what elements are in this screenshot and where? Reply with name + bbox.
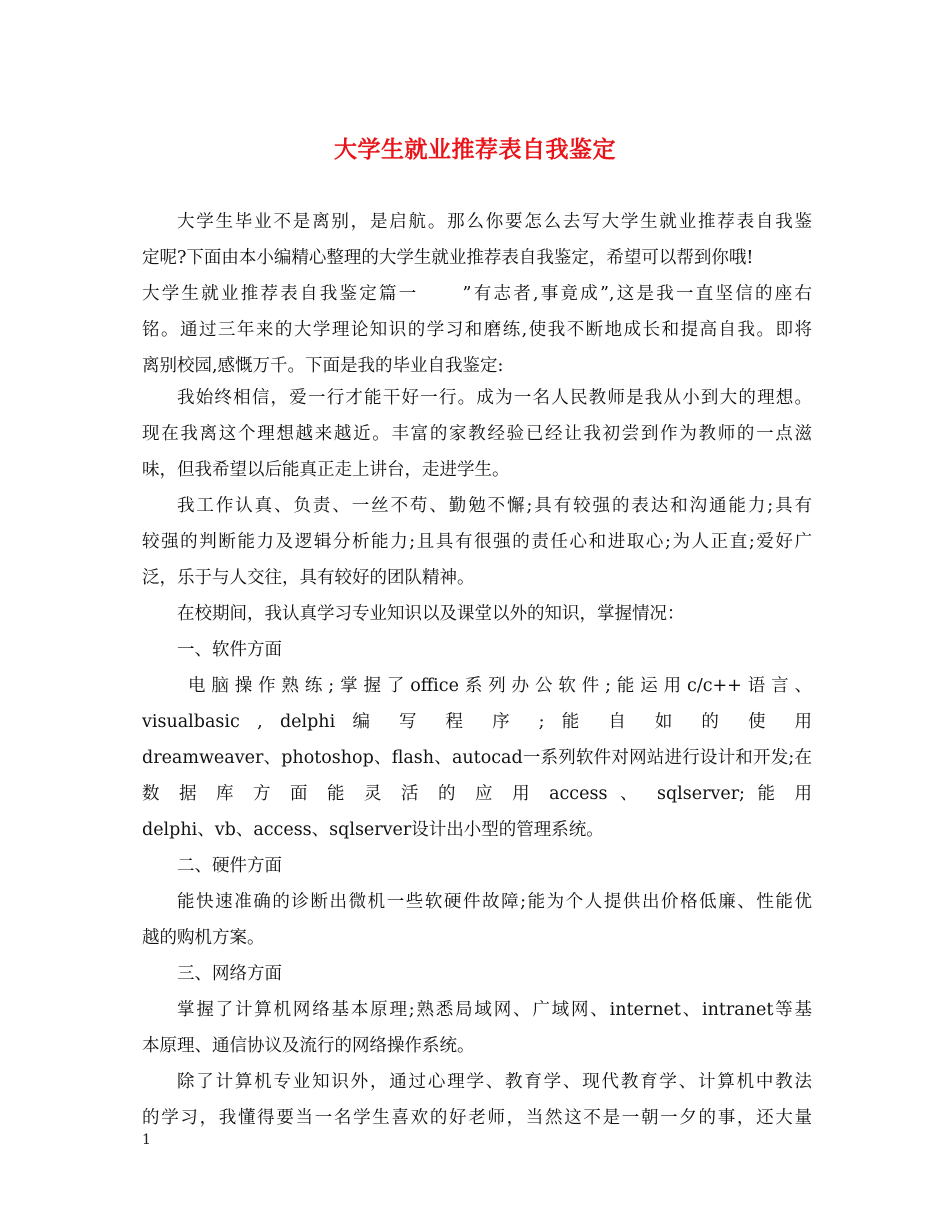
text-line: 本原理、通信协议及流行的网络操作系统。 (142, 1036, 475, 1056)
text-line: 电脑操作熟练;掌握了office系列办公软件;能运用c/c++语言、 (188, 676, 812, 696)
motto-text: ”有志者,事竟成”,这是我一直坚信的座右 (462, 284, 812, 304)
heading-hardware: 二、硬件方面 (177, 856, 282, 876)
body-paragraph (142, 884, 812, 956)
main-section (142, 380, 812, 1136)
section-heading-inline: 大学生就业推荐表自我鉴定篇一 (142, 284, 419, 304)
body-paragraph-continued (142, 524, 812, 596)
text-line: 铭。通过三年来的大学理论知识的学习和磨练,使我不断地成长和提高自我。即将 (142, 320, 812, 340)
intro-paragraph-continued (142, 240, 812, 276)
body-paragraph (142, 380, 812, 416)
text-line: 越的购机方案。 (142, 928, 265, 948)
document-title: 大学生就业推荐表自我鉴定 (334, 136, 616, 163)
body-paragraph (142, 1064, 812, 1136)
text-line: 的学习，我懂得要当一名学生喜欢的好老师，当然这不是一朝一夕的事，还大量 (142, 1108, 812, 1128)
page-number: 1 (142, 1132, 151, 1148)
section-intro-paragraph (142, 276, 812, 384)
text-line: delphi、vb、access、sqlserver设计出小型的管理系统。 (142, 820, 604, 840)
body-paragraph (142, 668, 812, 848)
text-line: 除了计算机专业知识外，通过心理学、教育学、现代教育学、计算机中教法 (177, 1072, 812, 1092)
text-line: 我工作认真、负责、一丝不苟、勤勉不懈;具有较强的表达和沟通能力;具有 (177, 496, 812, 516)
body-paragraph-continued (142, 416, 812, 488)
text-line: 在校期间，我认真学习专业知识以及课堂以外的知识，掌握情况： (177, 604, 685, 624)
section-heading (142, 848, 812, 884)
text-line: 数 据 库 方 面 能 灵 活 的 应 用 access 、 sqlserver; 能 用 (142, 784, 812, 804)
body-paragraph (142, 596, 812, 632)
section-heading (142, 632, 812, 668)
text-line: 定呢?下面由本小编精心整理的大学生就业推荐表自我鉴定，希望可以帮到你哦! (142, 248, 754, 268)
text-line: 现在我离这个理想越来越近。丰富的家教经验已经让我初尝到作为教师的一点滋 (142, 424, 812, 444)
text-line: dreamweaver、photoshop、flash、autocad一系列软件对网站进行设计和开发;在 (142, 748, 812, 768)
text-line: 离别校园,感慨万千。下面是我的毕业自我鉴定: (142, 356, 504, 376)
text-line: 掌握了计算机网络基本原理;熟悉局域网、广域网、internet、intranet等基 (177, 1000, 812, 1020)
section-heading (142, 956, 812, 992)
text-line: 大学生毕业不是离别，是启航。那么你要怎么去写大学生就业推荐表自我鉴 (177, 212, 812, 232)
heading-network: 三、网络方面 (177, 964, 282, 984)
text-line: 我始终相信，爱一行才能干好一行。成为一名人民教师是我从小到大的理想。 (177, 388, 812, 408)
heading-software: 一、软件方面 (177, 640, 282, 660)
body-paragraph (142, 992, 812, 1064)
text-line: visualbasic , delphi 编 写 程 序 ; 能 自 如 的 使 用 (142, 712, 812, 732)
text-line (142, 276, 812, 312)
text-line: 较强的判断能力及逻辑分析能力;且具有很强的责任心和进取心;为人正直;爱好广 (142, 532, 812, 552)
text-line: 味，但我希望以后能真正走上讲台，走进学生。 (142, 460, 510, 480)
text-line: 泛，乐于与人交往，具有较好的团队精神。 (142, 568, 475, 588)
text-line: 能快速准确的诊断出微机一些软硬件故障;能为个人提供出价格低廉、性能优 (177, 892, 812, 912)
intro-section (142, 204, 812, 384)
body-paragraph (142, 488, 812, 524)
intro-paragraph (142, 204, 812, 240)
